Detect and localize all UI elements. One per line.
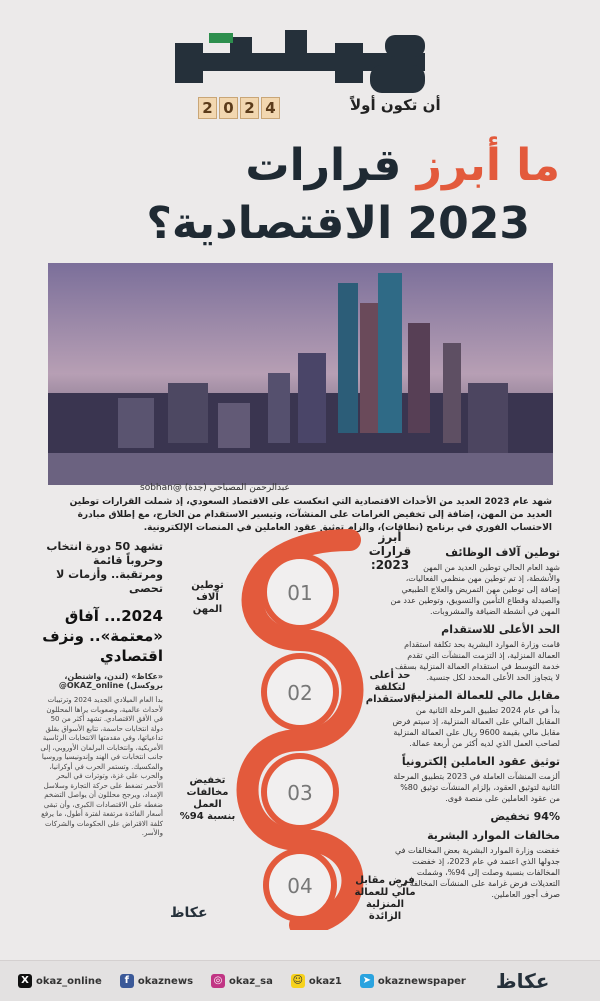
riyadh-skyline-photo (48, 263, 553, 485)
step-label-4 (350, 875, 420, 923)
social-handle: okaz_sa (229, 975, 273, 987)
social-link-snapchat[interactable] (291, 974, 342, 988)
step-number: 03 (287, 781, 313, 805)
title-word: قرارات (245, 140, 402, 191)
year-badge (198, 97, 280, 119)
section-heading: مخالفات الموارد البشرية (427, 829, 560, 842)
infographic-title-line: 2023: (370, 558, 410, 572)
photo-credit: عبدالرحمن المصباحي (جدة) @sobhan (140, 483, 290, 493)
social-link-instagram[interactable] (211, 974, 273, 988)
social-handle: okaz1 (308, 975, 342, 987)
article-source: «عكاظ» (لندن، واشنطن، بروكسل) OKAZ_online@ (58, 672, 163, 690)
intro-paragraph: شهد عام 2023 العديد من الأحداث الاقتصادية التي انعكست على الاقتصاد السعودي، إذ شملت القرارات توطين العديد من المهن، إضافة إلى تخفيض الغرامات على المنشآت، وتيسير الاستقدام من الخارج، مع إطلاق مبادرة الاحتساب الفوري في برنامج (نطاقات)، والزام توثيق عقود العاملين في المنصات الإلكترونية. (69, 497, 552, 533)
step-label-line: توطين آلاف (191, 580, 224, 603)
article-headline: 2024... آفاق «معتمة».. ونزف اقتصادي (42, 607, 163, 665)
section-body: ألزمت المنشآت العاملة في 2023 بتطبيق المرحلة الثانية لتوثيق العقود، بإلزام المنشآت توثيق 80% من عقود العاملين على منصة قوى. (393, 772, 560, 803)
step-label-1 (180, 580, 235, 616)
step-number: 02 (287, 681, 313, 705)
slogan: أن تكون أولاً (350, 96, 441, 114)
x-icon: X (18, 974, 32, 988)
step-label-3 (175, 775, 240, 823)
social-handle: okaz_online (36, 975, 102, 987)
section-body: قامت وزارة الموارد البشرية بحد تكلفة استقدام العمالة المنزلية، إذ التزمت المنشآت التي تقدم خدمة التوسط في استقدام العمالة المنزلية بسقف لا يتجاوز الحد الأعلى المحدد لكل جنسية. (395, 640, 560, 682)
section-heading: توطين آلاف الوظائف (445, 546, 560, 559)
infographic-logo: عكاظ (170, 905, 208, 921)
infographic-title-line: أبرز قرارات (368, 530, 412, 558)
page-title-line1 (245, 140, 560, 192)
social-handle: okaznewspaper (377, 975, 466, 987)
step-label-line: حد أعلى (369, 670, 411, 681)
article-teaser: تشهد 50 دورة انتخاب وحروباً قائمة ومرتقبة.. وأزمات لا تحصى (46, 540, 163, 595)
step-number: 04 (287, 874, 313, 898)
title-highlight: ما أبرز (416, 140, 560, 191)
year-digit: 0 (219, 97, 238, 119)
social-link-x[interactable] (18, 974, 102, 988)
left-article-column (38, 540, 163, 986)
section-heading: الحد الأعلى للاستقدام (441, 623, 560, 636)
section-heading: 94% تخفيض (490, 810, 560, 823)
year-digit: 4 (261, 97, 280, 119)
telegram-icon: ➤ (360, 974, 374, 988)
section-body: شهد العام الحالي توطين العديد من المهن والأنشطة، إذ تم توطين مهن منظمي الفعاليات، إضافة إلى توطين مهن التمريض والعلاج الطبيعي والصيدلة وقطاع التأمين والتسويق، وتوطين عدد من المهن في أنشطة الضيافة والمشروبات. (390, 563, 560, 616)
okaz-logo (175, 25, 425, 105)
footer-social-bar (0, 960, 600, 1001)
instagram-icon: ◎ (211, 974, 225, 988)
page-title-line2: 2023 الاقتصادية؟ (146, 198, 530, 249)
step-label-line: المهن (192, 604, 223, 615)
social-handle: okaznews (137, 975, 194, 987)
step-label-2 (360, 670, 420, 706)
snapchat-icon: ☺ (292, 975, 304, 986)
section-heading: توثيق عقود العاملين إلكترونياً (401, 755, 560, 768)
social-link-facebook[interactable] (120, 974, 193, 988)
facebook-icon: f (120, 974, 134, 988)
section-body: خفضت وزارة الموارد البشرية بعض المخالفات في جدولها الذي اعتمد في عام 2023، إذ خفضت المخالفات بنسبة وصلت إلى 94%، وشملت التعديلات فرض غرامة على المنشآت المخالفة في صرف أجور العاملين. (395, 846, 560, 899)
step-number: 01 (287, 581, 313, 605)
section-body: بدأ في عام 2024 تطبيق المرحلة الثانية من المقابل المالي على العمالة المنزلية، إذ سيتم فرض مقابل مالي بقيمة 9600 ريال على العمالة المنزلية لصاحب العمل الذي لديه أكثر من أربعة عمالة. (392, 706, 560, 748)
step-label-line: تخفيض مخالفات العمل (186, 775, 229, 810)
social-link-telegram[interactable] (360, 974, 466, 988)
step-label-line: المنزلية الزائدة (365, 899, 405, 922)
step-label-line: فرض مقابل مالي للعمالة (354, 875, 416, 898)
section-heading: مقابل مالي للعمالة المنزلية (410, 689, 560, 702)
step-label-line: لتكلفة الاستقدام (365, 682, 415, 705)
year-digit: 2 (198, 97, 217, 119)
year-digit: 2 (240, 97, 259, 119)
footer-logo: عكاظ (495, 969, 550, 993)
infographic-title (360, 530, 420, 572)
decisions-infographic (170, 520, 420, 930)
step-label-line: بنسبة 94% (179, 811, 236, 822)
article-body: بدأ العام الميلادي الجديد 2024 وترتيبات لأحداث عالمية، وصعوبات يراها المحللون في الأفق الاقتصادي. تشهد أكثر من 50 دولة انتخابات حاسمة، تتابع الأسواق بقلق تداعياتها، وفي مقدمتها الانتخابات الرئاسية الأمريكية، وانتخابات البرلمان الأوروبي، إلى جانب انتخابات في الهند وإندونيسيا وروسيا والمكسيك. وتستمر الحرب في أوكرانيا، والحرب على غزة، وتوترات في البحر الأحمر تضغط على حركة التجارة وسلاسل الإمداد، ويرجح محللون أن يواصل التضخم ضغطه على الاقتصادات الكبرى، وأن تبقى أسعار الفائدة مرتفعة لفترة أطول، ما يرفع كلفة الاقتراض على الحكومات والشركات والأسر. (40, 696, 163, 837)
